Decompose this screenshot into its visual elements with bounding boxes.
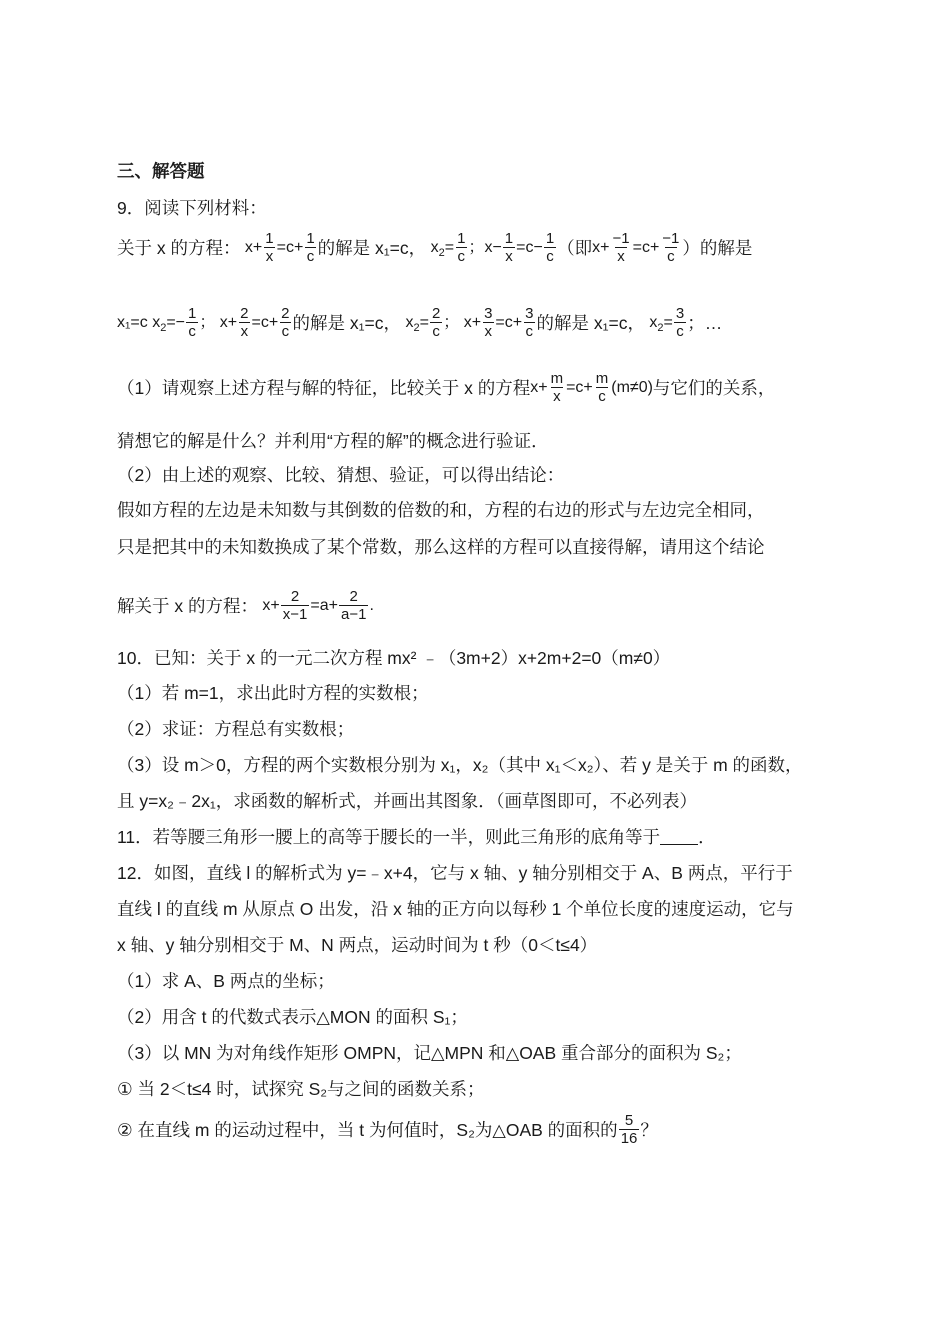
- q10-part2: [117, 716, 850, 741]
- solution-4: $x_2=$ $\frac{3}{c}$: [644, 305, 685, 341]
- q12-p3-1: ① 当 2＜t≤4 时，试探究 S₂与之间的函数关系；: [117, 1079, 485, 1099]
- q10-p2: （2）求证：方程总有实数根；: [117, 719, 355, 739]
- q11: [117, 824, 850, 849]
- q9-part2-line4: [117, 588, 850, 624]
- q9-p1-a: （1）请观察上述方程与解的特征，比较关于 x 的方程: [117, 378, 531, 399]
- q9-title-text: 9．阅读下列材料：: [117, 198, 267, 218]
- equation-4: x+ $\frac{3}{x}$ =c+ $\frac{3}{c}$: [463, 305, 534, 341]
- q12-p2: （2）用含 t 的代数式表示△MON 的面积 S₁；: [117, 1007, 468, 1027]
- q12-line3: [117, 932, 850, 957]
- answer-blank: [660, 828, 698, 845]
- q9-part2-line3: [117, 534, 850, 559]
- q12-l1: 12．如图，直线 l 的解析式为 y=﹣x+4，它与 x 轴、y 轴分别相交于 A、B 两点，平行于: [117, 863, 793, 883]
- q9-l1-prefix: 关于 x 的方程：: [117, 238, 241, 259]
- q11-end: ．: [698, 827, 716, 847]
- q12-p3-2a: ② 在直线 m 的运动过程中，当 t 为何值时，S₂为△OAB 的面积的: [117, 1120, 618, 1141]
- q10-p1: （1）若 m=1，求出此时方程的实数根；: [117, 683, 429, 703]
- q10-title-text: 10．已知：关于 x 的一元二次方程 mx² ﹣（3m+2）x+2m+2=0（m≠0）: [117, 648, 671, 668]
- q9-part1-line2: [117, 428, 850, 453]
- solution-3: $x_2=$ $\frac{2}{c}$ ；: [401, 305, 464, 341]
- q9-line1: [117, 230, 850, 266]
- q12-part3-1: [117, 1076, 850, 1101]
- q9-l1-end: ）的解是: [682, 238, 753, 259]
- q10-part1: [117, 680, 850, 705]
- q10-p3a: （3）设 m＞0，方程的两个实数根分别为 x₁，x₂（其中 x₁＜x₂）、若 y 是关于 m 的函数，: [117, 755, 803, 775]
- q9-line2: [117, 305, 850, 341]
- fraction-5-16: $\frac{5}{16}$: [620, 1112, 638, 1148]
- q9-p2-d: 解关于 x 的方程：: [117, 596, 258, 617]
- q12-line2: [117, 896, 850, 921]
- q9-part2-line2: [117, 497, 850, 522]
- q12-part1: [117, 968, 850, 993]
- q12-p3-2b: ？: [640, 1120, 658, 1141]
- equation-general: x+ $\frac{m}{x}$ =c+ $\frac{m}{c}$ (m≠0): [530, 370, 653, 406]
- q9-title: [117, 195, 850, 220]
- equation-target: x+ $\frac{2}{x-1}$ =a+ $\frac{2}{a-1}$ .: [257, 588, 374, 624]
- q9-p1-c: 猜想它的解是什么？并利用“方程的解”的概念进行验证．: [117, 431, 549, 451]
- q9-l2-ellipsis: ；…: [687, 313, 723, 334]
- solution-1: $x_2=$ $\frac{1}{c}$ ；: [426, 230, 485, 266]
- q12-part2: [117, 1004, 850, 1029]
- q10-part3-line2: [117, 788, 850, 813]
- q9-part2-line1: [117, 462, 850, 487]
- q9-p2-a: （2）由上述的观察、比较、猜想、验证，可以得出结论：: [117, 465, 565, 485]
- section-title: [117, 158, 850, 183]
- q12-p3: （3）以 MN 为对角线作矩形 OMPN，记△MPN 和△OAB 重合部分的面积为 S₂；: [117, 1043, 742, 1063]
- q10-p3b: 且 y=x₂﹣2x₁，求函数的解析式，并画出其图象．（画草图即可，不必列表）: [117, 791, 698, 811]
- q10-title: [117, 645, 850, 670]
- q9-l1-paren: （即: [557, 238, 593, 259]
- equation-3: x+ $\frac{2}{x}$ =c+ $\frac{2}{c}$: [219, 305, 290, 341]
- q9-p2-b: 假如方程的左边是未知数与其倒数的倍数的和，方程的右边的形式与左边完全相同，: [117, 500, 765, 520]
- q12-part3-2: [117, 1112, 850, 1148]
- q12-line1: [117, 860, 850, 885]
- equation-2: x− $\frac{1}{x}$ =c− $\frac{1}{c}$: [484, 230, 555, 266]
- q9-p2-c: 只是把其中的未知数换成了某个常数，那么这样的方程可以直接得解，请用这个结论: [117, 537, 765, 557]
- q9-l2-sol: 的解是 x₁=c，: [292, 313, 402, 334]
- equation-1: x+ $\frac{1}{x}$ =c+ $\frac{1}{c}$: [240, 230, 315, 266]
- q9-p1-b: 与它们的关系，: [652, 378, 776, 399]
- section-title-text: 三、解答题: [117, 161, 205, 181]
- q12-l2: 直线 l 的直线 m 从原点 O 出发，沿 x 轴的正方向以每秒 1 个单位长度的速度运动，它与: [117, 899, 794, 919]
- q9-l2-sol-b: 的解是 x₁=c，: [536, 313, 645, 334]
- q12-l3: x 轴、y 轴分别相交于 M、N 两点，运动时间为 t 秒（0＜t≤4）: [117, 935, 598, 955]
- q10-part3-line1: [117, 752, 850, 777]
- q9-l1-sol1: 的解是 x₁=c，: [317, 238, 427, 259]
- q12-part3: [117, 1040, 850, 1065]
- q9-part1-line1: [117, 370, 850, 406]
- equation-2-alt: x+ $\frac{-1}{x}$ =c+ $\frac{-1}{c}$: [592, 230, 680, 266]
- q12-p1: （1）求 A、B 两点的坐标；: [117, 971, 335, 991]
- q11-text: 11．若等腰三角形一腰上的高等于腰长的一半，则此三角形的底角等于: [117, 827, 661, 847]
- solution-2: x₁=c $x_2=-$ $\frac{1}{c}$ ；: [117, 305, 220, 341]
